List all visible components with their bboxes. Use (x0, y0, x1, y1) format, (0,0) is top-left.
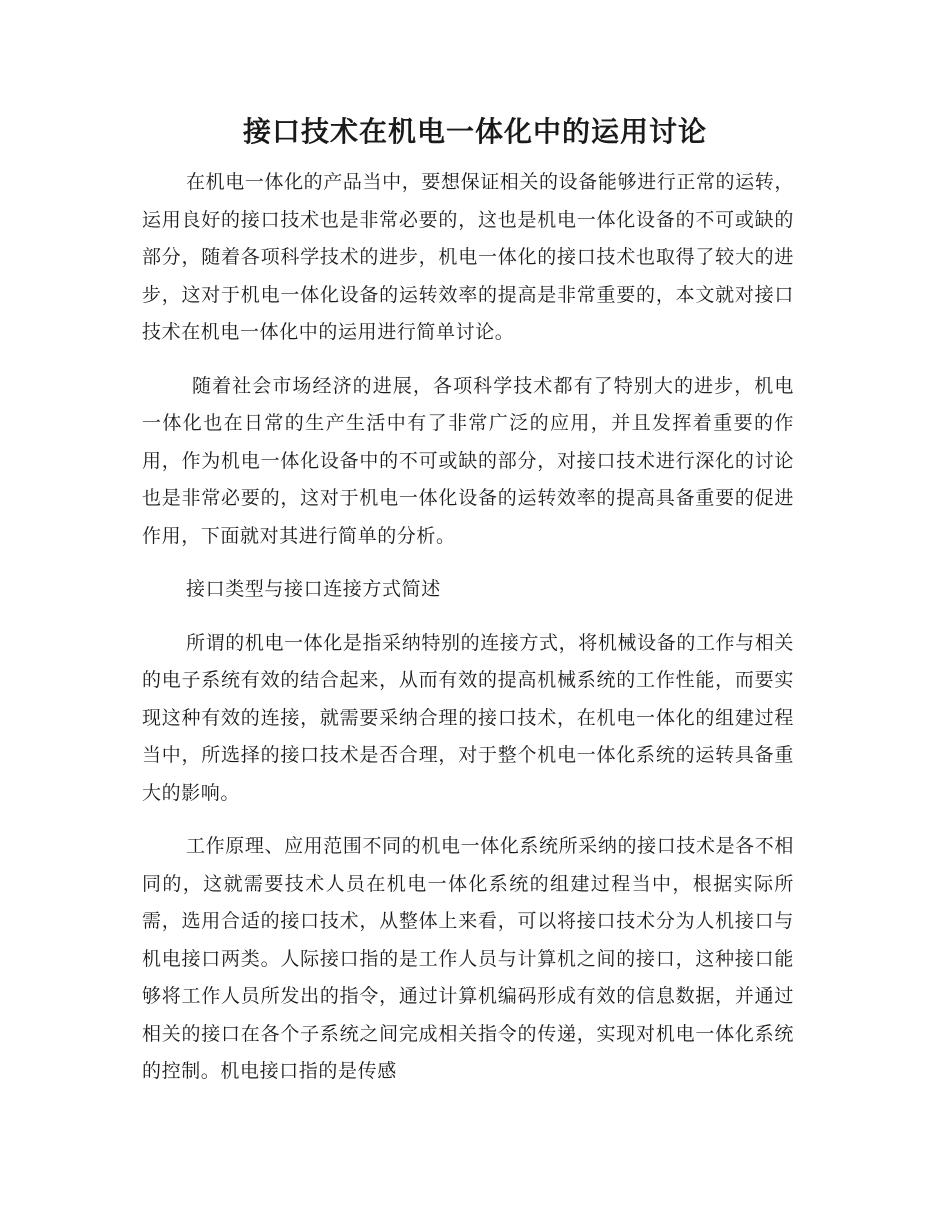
document-body (142, 164, 794, 1107)
document-title: 接口技术在机电一体化中的运用讨论 (242, 115, 707, 148)
paragraph-intro: 在机电一体化的产品当中，要想保证相关的设备能够进行正常的运转，运用良好的接口技术也是非常必要的，这也是机电一体化设备的不可或缺的部分，随着各项科学技术的进步，机电一体化的接口技术也取得了较大的进步，这对于机电一体化设备的运转效率的提高是非常重要的，本文就对接口技术在机电一体化中的运用进行简单讨论。 (142, 171, 794, 343)
section-heading: 接口类型与接口连接方式简述 (186, 578, 441, 600)
paragraph-definition: 所谓的机电一体化是指采纳特别的连接方式，将机械设备的工作与相关的电子系统有效的结合起来，从而有效的提高机械系统的工作性能，而要实现这种有效的连接，就需要采纳合理的接口技术，在机电一体化的组建过程当中，所选择的接口技术是否合理，对于整个机电一体化系统的运转具备重大的影响。 (142, 631, 794, 804)
paragraph-background: 随着社会市场经济的进展，各项科学技术都有了特别大的进步，机电一体化也在日常的生产生活中有了非常广泛的应用，并且发挥着重要的作用，作为机电一体化设备中的不可或缺的部分，对接口技术进行深化的讨论也是非常必要的，这对于机电一体化设备的运转效率的提高具备重要的促进作用，下面就对其进行简单的分析。 (142, 374, 794, 547)
paragraph-interface-types: 工作原理、应用范围不同的机电一体化系统所采纳的接口技术是各不相同的，这就需要技术人员在机电一体化系统的组建过程当中，根据实际所需，选用合适的接口技术，从整体上来看，可以将接口技术分为人机接口与机电接口两类。人际接口指的是工作人员与计算机之间的接口，这种接口能够将工作人员所发出的指令，通过计算机编码形成有效的信息数据，并通过相关的接口在各个子系统之间完成相关指令的传递，实现对机电一体化系统的控制。机电接口指的是传感 (142, 835, 794, 1082)
